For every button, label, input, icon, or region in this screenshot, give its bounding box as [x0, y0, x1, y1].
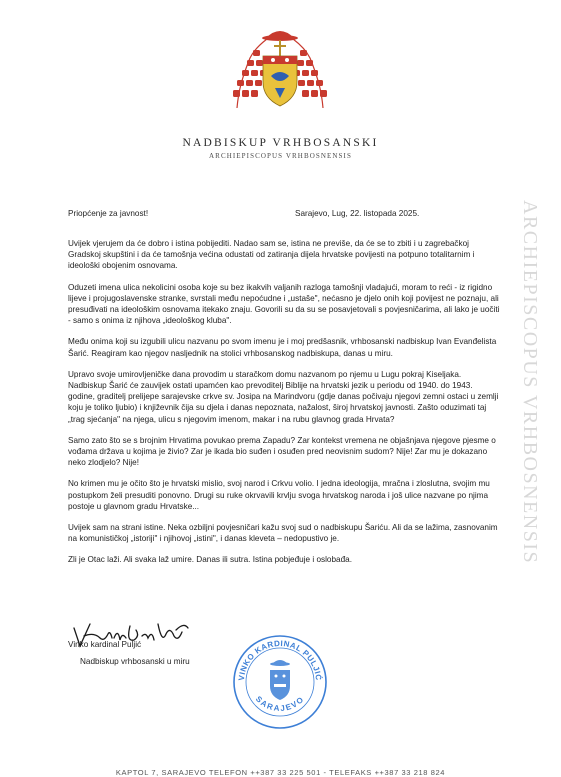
paragraph: Upravo svoje umirovljeničke dana provodim u staračkom domu nazvanom po njemu u Lugu pokraj Kiseljaka. Nadbiskup Šarić će zauvijek ostati upamćen kao prevoditelj Biblije na hrvatski jezik u periodu od 1940. do 1943. godine, graditelj prelijepe sarajevske crkve sv. Josipa na Marindvoru (gdje danas počivaju njegovi zemni ostaci u zemlji koju je toliko ljubio) i književnik čija su djela i danas nepoznata, nažalost, široj hrvatskoj javnosti. Zašto oduzimati taj „trag sjećanja" na njega, ulicu s njegovim imenom, makar i na rubu glavnog grada Hrvata? — [68, 369, 499, 424]
paragraph: Uvijek sam na strani istine. Neka ozbiljni povjesničari kažu svoj sud o nadbiskupu Šariću. Ali da se lažima, zasnovanim na komunističkoj „istoriji" i njihovoj „istini", i danas kleveta – nedopustivo je. — [68, 523, 498, 544]
coat-of-arms — [225, 26, 335, 132]
letter-body — [68, 238, 500, 576]
side-watermark: ARCHIEPISCOPUS VRHBOSNENSIS — [519, 200, 541, 565]
header-title: NADBISKUP VRHBOSANSKI — [182, 137, 379, 149]
official-stamp — [232, 634, 328, 730]
signatory-title: Nadbiskup vrhbosanski u miru — [80, 657, 190, 666]
paragraph: Samo zato što se s brojnim Hrvatima povukao prema Zapadu? Zar kontekst vremena ne objašnjava njegove pjesme o vođama država u kojima je živio? Zar je ikada bio suđen i osuđen pred neovisnim sudom? Nije! Zar mu je dokazano neko zlodjelo? Nije! — [68, 435, 496, 468]
svg-text:SARAJEVO: SARAJEVO — [253, 694, 307, 714]
paragraph: No krimen mu je očito što je hrvatski mislio, svoj narod i Crkvu volio. I jedna ideologija, mračna i zloslutna, svojim mu postupkom želi presuditi ponovno. Drugi su ruke okrvavili krvlju svoga hrvatskog naroda i još ulice nazvane po njima postoje u glavnom gradu Hrvatske... — [68, 479, 490, 511]
press-release-heading: Priopćenje za javnost! — [68, 209, 149, 218]
signatory-name: Vinko kardinal Puljić — [68, 640, 142, 649]
header-subtitle: ARCHIEPISCOPUS VRHBOSNENSIS — [209, 152, 352, 160]
paragraph: Među onima koji su izgubili ulicu nazvanu po svom imenu je i moj predšasnik, vrhbosanski nadbiskup Ivan Evanđelista Šarić. Reagiram kao njegov nasljednik na stolici vrhbosanskog nadbiskupa, danas u miru. — [68, 337, 497, 358]
paragraph: Oduzeti imena ulica nekolicini osoba koje su bez ikakvih valjanih razloga tamošnji vladajući, moram to reći - iz rigidno lijeve i projugoslavenske stranke, svrstali među nepoćudne i „ustaše", nećasno je djelo onih koji povijest ne poznaju, ali presuđivati na ideološkim osnovama itekako znaju. Govorili su da su se posavjetovali s povjesničarima, ali lako je uočiti - samo s onima iz njihova „ideološkog kluba". — [68, 282, 500, 326]
place-date: Sarajevo, Lug, 22. listopada 2025. — [295, 209, 420, 218]
paragraph: Zli je Otac laži. Ali svaka laž umire. Danas ili sutra. Istina pobjeđuje i oslobađa. — [68, 555, 352, 565]
svg-text:VINKO KARDINAL PULJIĆ: VINKO KARDINAL PULJIĆ — [236, 638, 324, 682]
paragraph: Uvijek vjerujem da će dobro i istina pobijediti. Nadao sam se, istina ne previše, da će se to zbiti i u zagrebačkoj Gradskoj skupštini i da će tamošnja većina odustati od zatiranja dijela hrvatske povijesti na potpuno totalitarnim i ideološki obojenim osnovama. — [68, 239, 475, 271]
footer-address: KAPTOL 7, SARAJEVO TELEFON ++387 33 225 501 - TELEFAKS ++387 33 218 824 — [115, 768, 446, 777]
